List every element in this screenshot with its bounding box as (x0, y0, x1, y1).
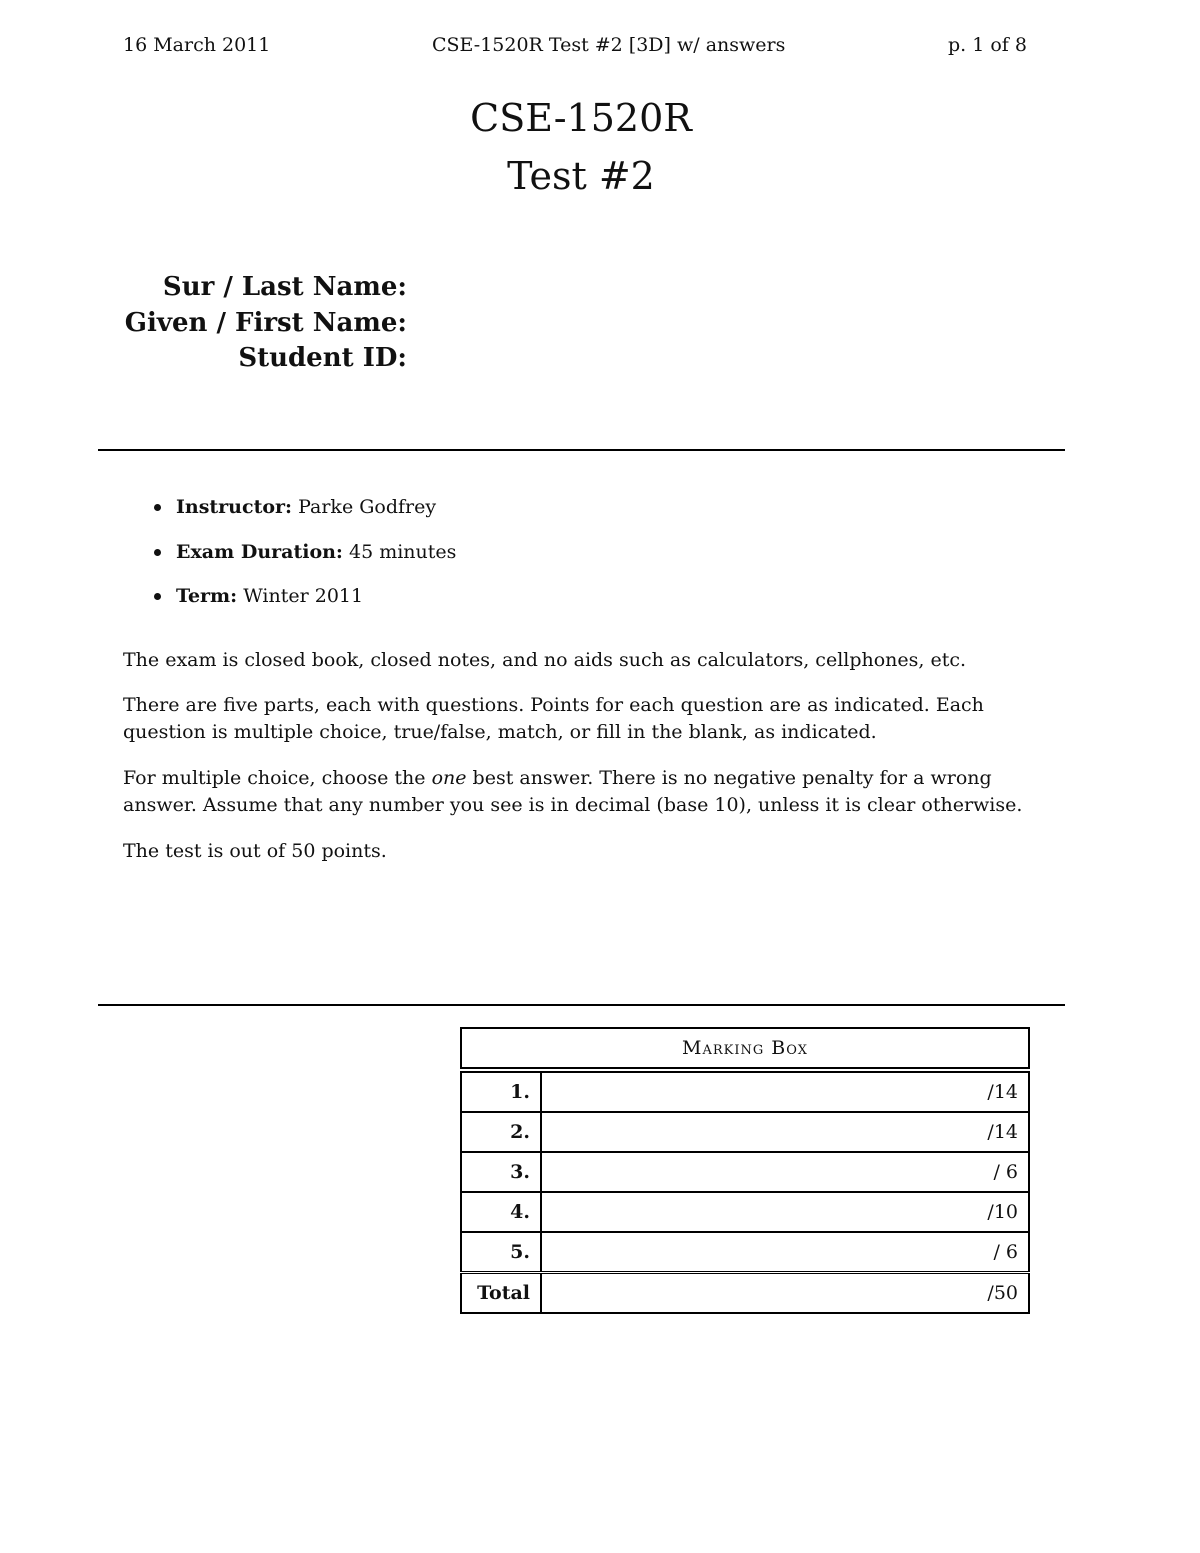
mc-text-before: For multiple choice, choose the (123, 767, 432, 789)
question-score: / 6 (541, 1152, 1029, 1192)
question-number: 4. (461, 1192, 541, 1232)
duration-value: 45 minutes (349, 540, 457, 563)
question-score: /14 (541, 1112, 1029, 1152)
top-divider (98, 449, 1065, 451)
marking-box (460, 1027, 1030, 1314)
first-name-label: Given / First Name: (124, 308, 407, 338)
duration-label: Exam Duration: (176, 540, 343, 563)
bullet-icon (154, 593, 161, 600)
instructor-label: Instructor: (176, 496, 293, 518)
term-item (150, 581, 456, 626)
running-head-title: CSE-1520R Test #2 [3D] w/ answers (432, 34, 786, 56)
table-row (461, 1192, 1029, 1232)
instruction-closed-book: The exam is closed book, closed notes, and no aids such as calculators, cellphones, etc. (123, 649, 967, 671)
table-row (461, 1072, 1029, 1112)
instruction-parts: There are five parts, each with questions. Points for each question are as indicated. Each question is multiple choice, true/false, match, or fill in the blank, as indicated. (123, 694, 984, 743)
student-id-label: Student ID: (238, 343, 407, 373)
last-name-label: Sur / Last Name: (162, 272, 407, 302)
instructor-item (150, 492, 456, 537)
running-head-date: 16 March 2011 (123, 34, 271, 56)
question-number: 2. (461, 1112, 541, 1152)
total-label: Total (461, 1273, 541, 1314)
bullet-icon (154, 549, 161, 556)
table-row (461, 1152, 1029, 1192)
exam-info-list (150, 492, 456, 626)
running-head-page: p. 1 of 8 (948, 34, 1027, 56)
term-value: Winter 2011 (243, 585, 364, 607)
bottom-divider (98, 1004, 1065, 1006)
table-row (461, 1232, 1029, 1273)
duration-item (150, 537, 456, 582)
total-score: /50 (541, 1273, 1029, 1314)
question-score: /14 (541, 1072, 1029, 1112)
table-row (461, 1112, 1029, 1152)
question-number: 1. (461, 1072, 541, 1112)
course-title: CSE-1520R (470, 96, 692, 140)
bullet-icon (154, 504, 161, 511)
question-score: / 6 (541, 1232, 1029, 1273)
question-number: 3. (461, 1152, 541, 1192)
mc-text-emphasis: one (431, 767, 467, 789)
marking-box-header (461, 1028, 1029, 1068)
term-label: Term: (176, 585, 238, 607)
mc-text-after: best answer. There is no negative penalty for a wrong answer. Assume that any number you see is in decimal (base 10), unless it is clear otherwise. (123, 767, 1023, 816)
instruction-total-points: The test is out of 50 points. (123, 840, 387, 862)
test-title: Test #2 (507, 154, 655, 198)
total-row (461, 1273, 1029, 1314)
question-score: /10 (541, 1192, 1029, 1232)
instruction-multiple-choice (123, 765, 1063, 819)
marking-box-title: Marking Box (461, 1028, 1029, 1068)
question-number: 5. (461, 1232, 541, 1273)
instructor-value: Parke Godfrey (298, 496, 437, 518)
